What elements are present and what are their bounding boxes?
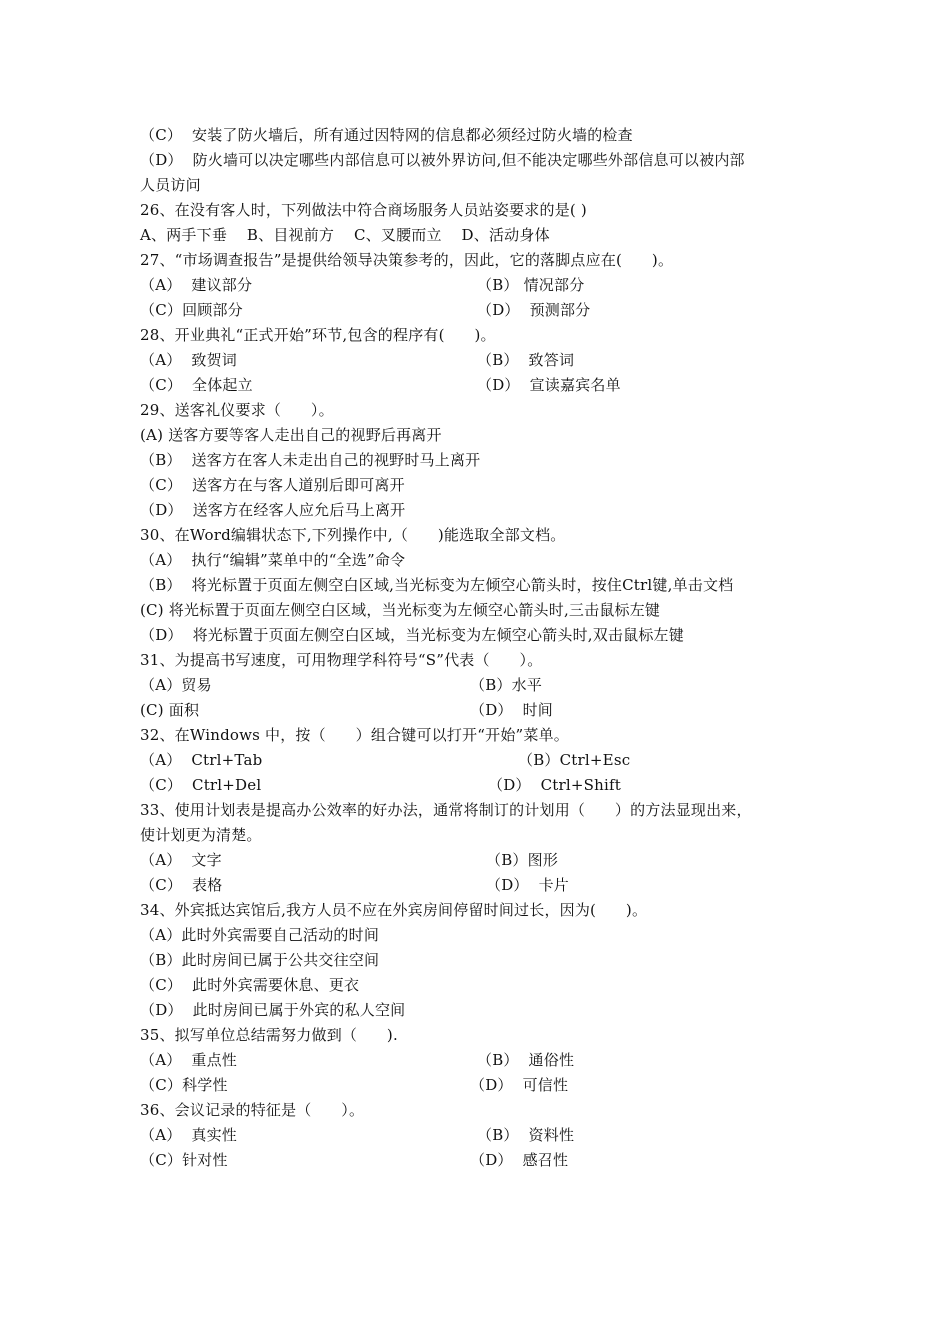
q29-option-a: (A) 送客方要等客人走出自己的视野后再离开 (140, 426, 442, 444)
q31-option-b: （B）水平 (470, 676, 543, 694)
q28-option-a: （A） 致贺词 (140, 351, 237, 369)
question-26: 26、在没有客人时，下列做法中符合商场服务人员站姿要求的是( ) (140, 201, 587, 219)
question-32: 32、在Windows 中，按（ ）组合键可以打开“开始”菜单。 (140, 726, 569, 744)
q28-option-c: （C） 全体起立 (140, 376, 253, 394)
q32-option-d: （D） Ctrl+Shift (488, 776, 621, 794)
q36-option-c: （C）针对性 (140, 1151, 228, 1169)
q34-option-d: （D） 此时房间已属于外宾的私人空间 (140, 1001, 406, 1019)
q35-option-b: （B） 通俗性 (477, 1051, 575, 1069)
q35-option-d: （D） 可信性 (470, 1076, 569, 1094)
q33-option-b: （B）图形 (486, 851, 559, 869)
q35-option-a: （A） 重点性 (140, 1051, 237, 1069)
q28-option-b: （B） 致答词 (477, 351, 575, 369)
q31-option-c: (C) 面积 (140, 701, 200, 719)
question-28: 28、开业典礼“正式开始”环节,包含的程序有( )。 (140, 326, 496, 344)
q28-option-d: （D） 宣读嘉宾名单 (477, 376, 621, 394)
q32-option-a: （A） Ctrl+Tab (140, 751, 263, 769)
q36-option-a: （A） 真实性 (140, 1126, 237, 1144)
q25-option-c: （C） 安装了防火墙后，所有通过因特网的信息都必须经过防火墙的检查 (140, 126, 633, 144)
q27-option-a: （A） 建议部分 (140, 276, 253, 294)
q30-option-a: （A） 执行“编辑”菜单中的“全选”命令 (140, 551, 406, 569)
q36-option-b: （B） 资料性 (477, 1126, 575, 1144)
q27-option-d: （D） 预测部分 (477, 301, 591, 319)
question-27: 27、“市场调查报告”是提供给领导决策参考的，因此，它的落脚点应在( )。 (140, 251, 674, 269)
q30-option-d: （D） 将光标置于页面左侧空白区域，当光标变为左倾空心箭头时,双击鼠标左键 (140, 626, 684, 644)
q33-option-c: （C） 表格 (140, 876, 223, 894)
question-29: 29、送客礼仪要求（ ）。 (140, 401, 334, 419)
question-35: 35、拟写单位总结需努力做到（ ). (140, 1026, 398, 1044)
q33-option-d: （D） 卡片 (486, 876, 569, 894)
q29-option-b: （B） 送客方在客人未走出自己的视野时马上离开 (140, 451, 481, 469)
q30-option-c: (C) 将光标置于页面左侧空白区域，当光标变为左倾空心箭头时,三击鼠标左键 (140, 601, 661, 619)
question-34: 34、外宾抵达宾馆后,我方人员不应在外宾房间停留时间过长，因为( )。 (140, 901, 648, 919)
q29-option-c: （C） 送客方在与客人道别后即可离开 (140, 476, 405, 494)
q25-option-d: （D） 防火墙可以决定哪些内部信息可以被外界访问,但不能决定哪些外部信息可以被内部 (140, 151, 745, 169)
question-33: 33、使用计划表是提高办公效率的好办法，通常将制订的计划用（ ）的方法显现出来， (140, 801, 752, 819)
q34-option-b: （B）此时房间已属于公共交往空间 (140, 951, 380, 969)
q34-option-c: （C） 此时外宾需要休息、更衣 (140, 976, 360, 994)
q34-option-a: （A）此时外宾需要自己活动的时间 (140, 926, 380, 944)
question-36: 36、会议记录的特征是（ ）。 (140, 1101, 365, 1119)
q27-option-b: （B） 情况部分 (477, 276, 585, 294)
q29-option-d: （D） 送客方在经客人应允后马上离开 (140, 501, 406, 519)
q36-option-d: （D） 感召性 (470, 1151, 569, 1169)
q27-option-c: （C）回顾部分 (140, 301, 243, 319)
q30-option-b: （B） 将光标置于页面左侧空白区域,当光标变为左倾空心箭头时，按住Ctrl键,单击文档 (140, 576, 734, 594)
question-30: 30、在Word编辑状态下,下列操作中,（ )能选取全部文档。 (140, 526, 566, 544)
q31-option-d: （D） 时间 (470, 701, 553, 719)
question-31: 31、为提高书写速度，可用物理学科符号“S”代表（ ）。 (140, 651, 543, 669)
q33-option-a: （A） 文字 (140, 851, 222, 869)
q32-option-c: （C） Ctrl+Del (140, 776, 262, 794)
q32-option-b: （B）Ctrl+Esc (518, 751, 631, 769)
q26-options: A、两手下垂 B、目视前方 C、叉腰而立 D、活动身体 (140, 226, 550, 244)
question-33-continued: 使计划更为清楚。 (140, 826, 262, 844)
q35-option-c: （C）科学性 (140, 1076, 228, 1094)
q25-option-d-continued: 人员访问 (140, 176, 201, 194)
q31-option-a: （A）贸易 (140, 676, 212, 694)
